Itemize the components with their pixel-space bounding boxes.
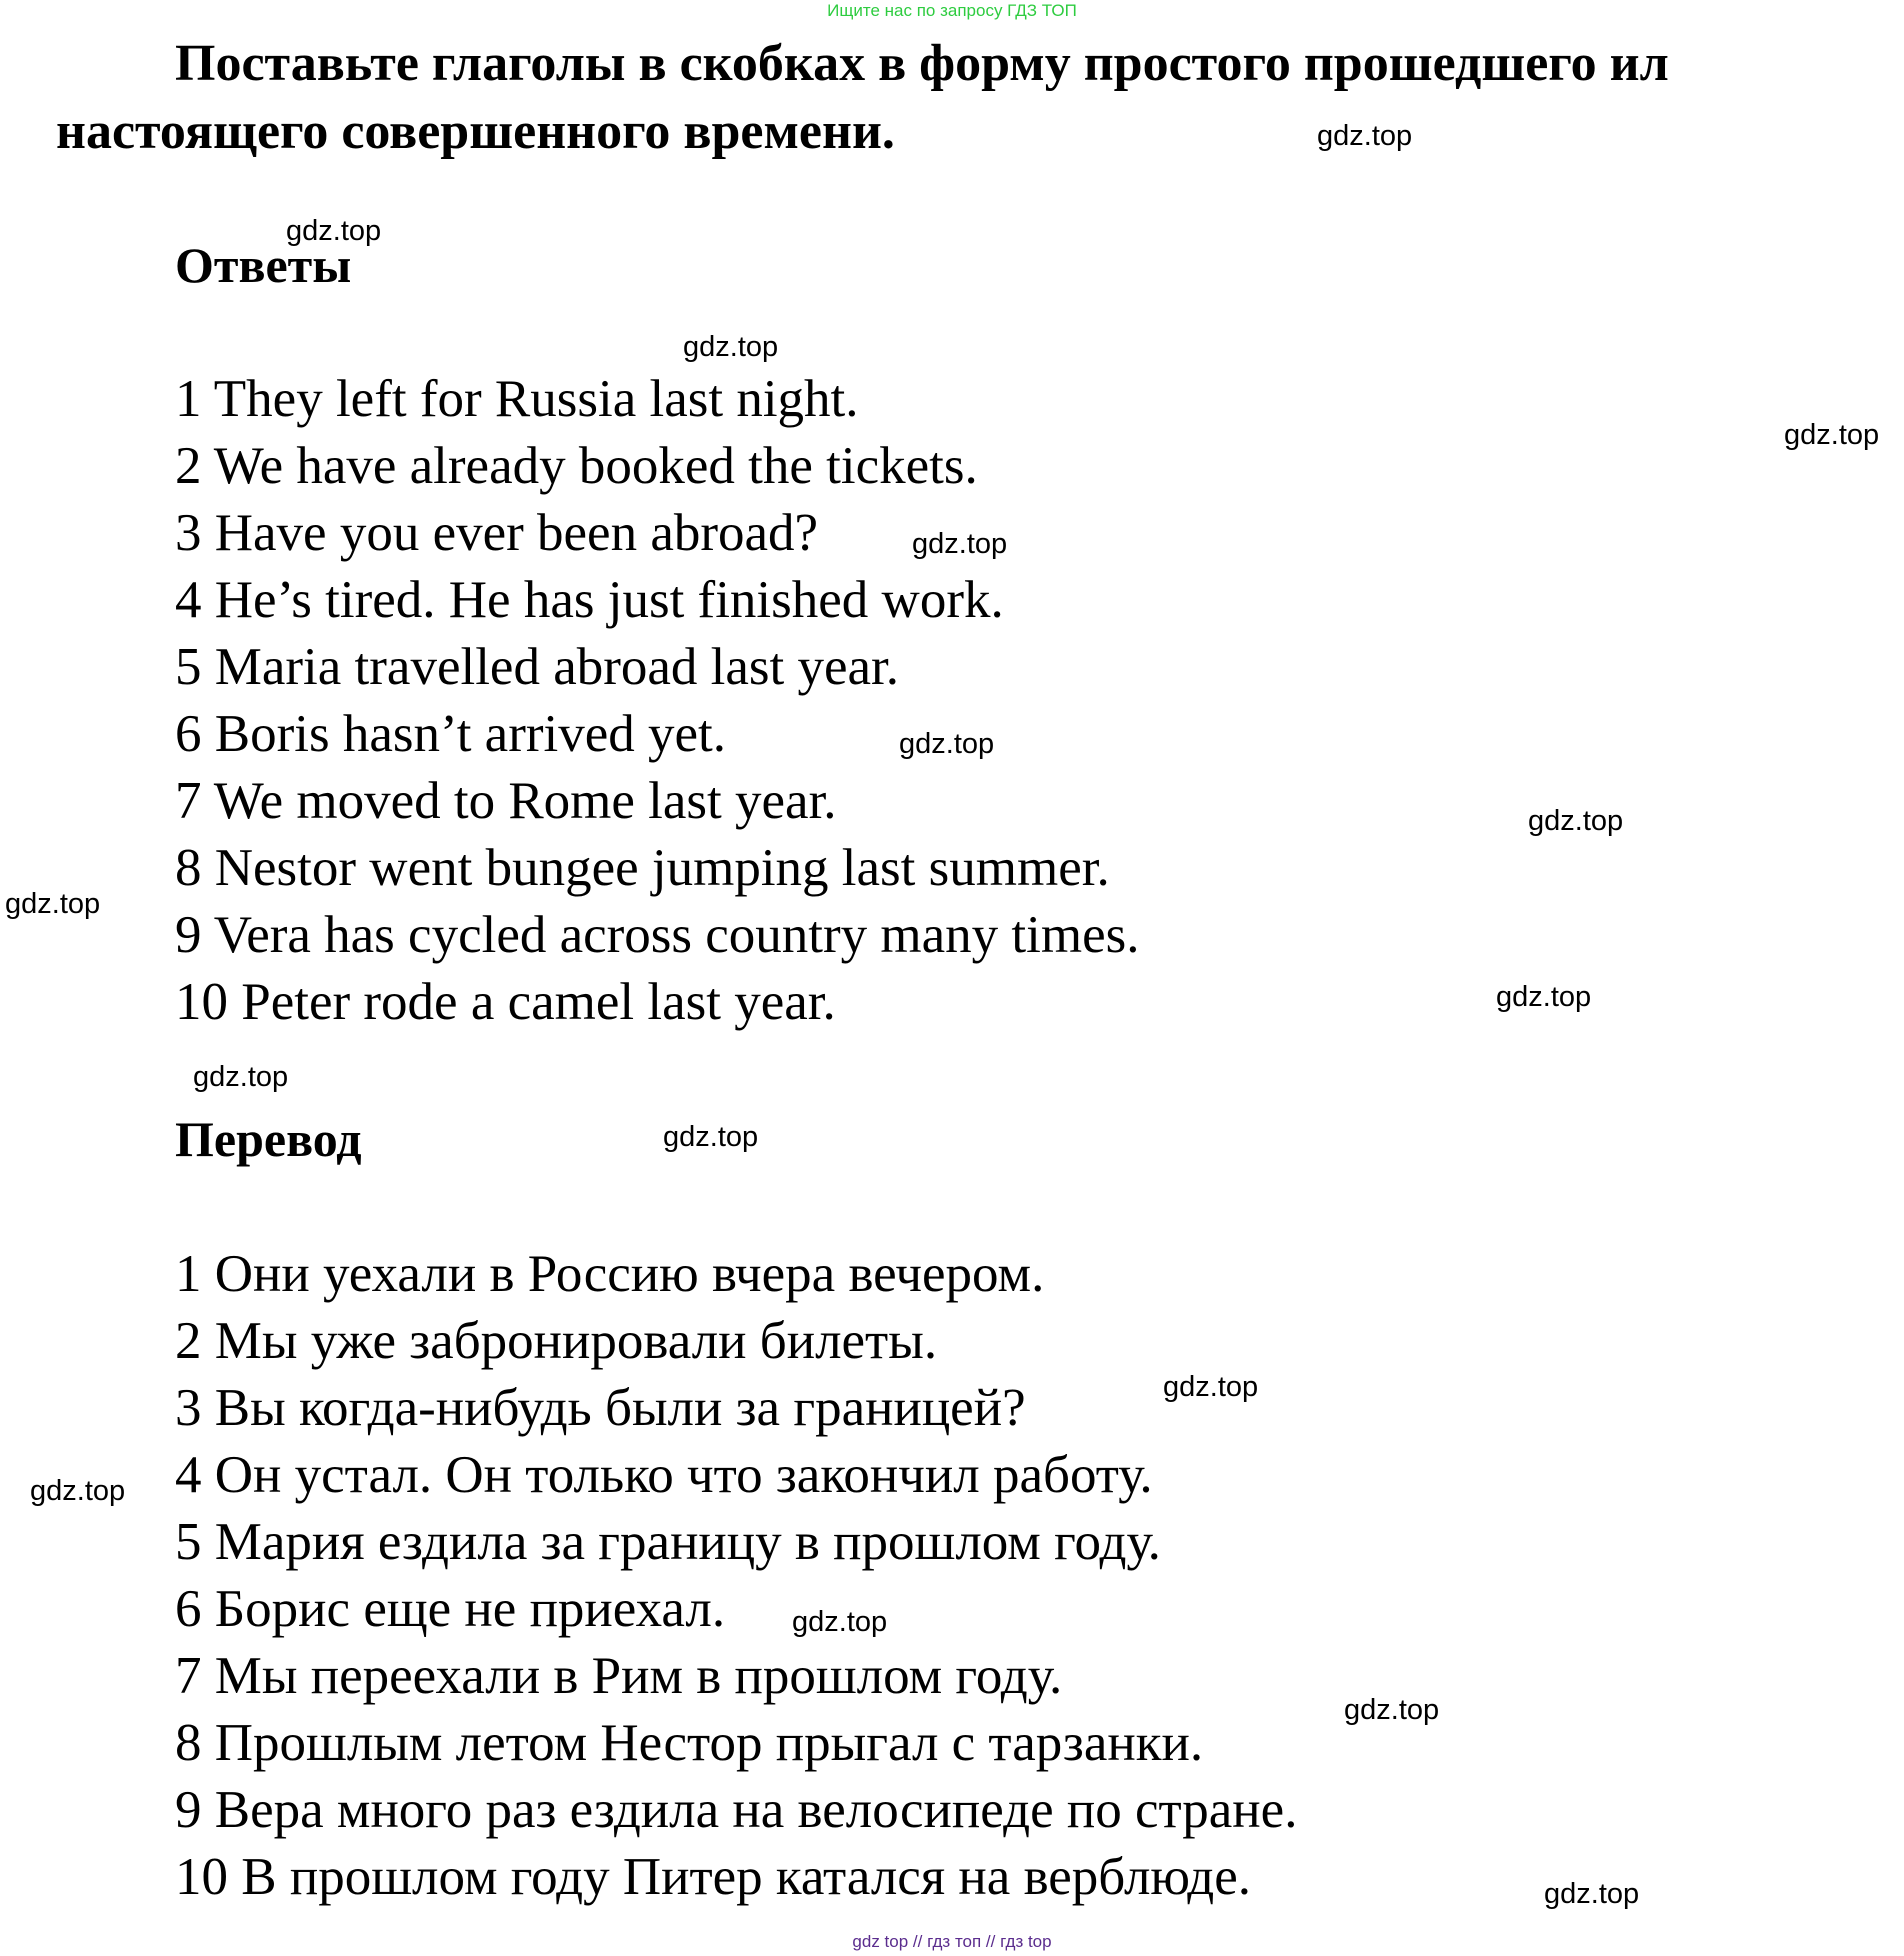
- answer-item: 9 Vera has cycled across country many times.: [175, 906, 1140, 964]
- translation-item: 7 Мы переехали в Рим в прошлом году.: [175, 1647, 1063, 1705]
- watermark: gdz.top: [1344, 1694, 1440, 1726]
- watermark: gdz.top: [286, 215, 382, 247]
- translation-heading: Перевод: [175, 1111, 362, 1167]
- watermark: gdz.top: [1528, 805, 1624, 837]
- answer-item: 3 Have you ever been abroad?: [175, 504, 819, 562]
- translation-item: 2 Мы уже забронировали билеты.: [175, 1312, 938, 1370]
- translation-item: 8 Прошлым летом Нестор прыгал с тарзанки.: [175, 1714, 1204, 1772]
- answer-item: 8 Nestor went bungee jumping last summer.: [175, 839, 1110, 897]
- answer-item: 5 Maria travelled abroad last year.: [175, 638, 900, 696]
- translation-item: 3 Вы когда-нибудь были за границей?: [175, 1379, 1026, 1437]
- watermark: gdz.top: [1163, 1371, 1259, 1403]
- watermark: gdz.top: [899, 728, 995, 760]
- task-title: Поставьте глаголы в скобках в форму простого прошедшего ил настоящего совершенного времени.: [56, 35, 1669, 160]
- watermark: gdz.top: [1544, 1878, 1640, 1910]
- translation-item: 10 В прошлом году Питер катался на верблюде.: [175, 1848, 1252, 1906]
- translation-item: 5 Мария ездила за границу в прошлом году.: [175, 1513, 1161, 1571]
- answer-item: 7 We moved to Rome last year.: [175, 772, 837, 830]
- footer-links: gdz top // гдз топ // гдз top: [852, 1932, 1052, 1951]
- answer-item: 10 Peter rode a camel last year.: [175, 973, 836, 1031]
- translation-item: 4 Он устал. Он только что закончил работу.: [175, 1446, 1153, 1504]
- top-banner: Ищите нас по запросу ГДЗ ТОП: [827, 1, 1077, 20]
- translation-item: 6 Борис еще не приехал.: [175, 1580, 726, 1638]
- answers-heading: Ответы: [175, 237, 352, 293]
- watermark: gdz.top: [30, 1475, 126, 1507]
- translation-list: [175, 1241, 1297, 1911]
- watermark: gdz.top: [1784, 419, 1880, 451]
- watermark: gdz.top: [1496, 981, 1592, 1013]
- watermark: gdz.top: [193, 1061, 289, 1093]
- answer-item: 4 He’s tired. He has just finished work.: [175, 571, 1004, 629]
- watermark: gdz.top: [912, 528, 1008, 560]
- watermark: gdz.top: [792, 1606, 888, 1638]
- watermark: gdz.top: [1317, 120, 1413, 152]
- answer-item: 6 Boris hasn’t arrived yet.: [175, 705, 726, 763]
- answer-item: 2 We have already booked the tickets.: [175, 437, 978, 495]
- watermark: gdz.top: [5, 888, 101, 920]
- answer-item: 1 They left for Russia last night.: [175, 370, 859, 428]
- translation-item: 9 Вера много раз ездила на велосипеде по стране.: [175, 1781, 1298, 1839]
- translation-item: 1 Они уехали в Россию вчера вечером.: [175, 1245, 1045, 1303]
- answers-list: [175, 366, 1140, 1036]
- watermark: gdz.top: [663, 1121, 759, 1153]
- watermark: gdz.top: [683, 331, 779, 363]
